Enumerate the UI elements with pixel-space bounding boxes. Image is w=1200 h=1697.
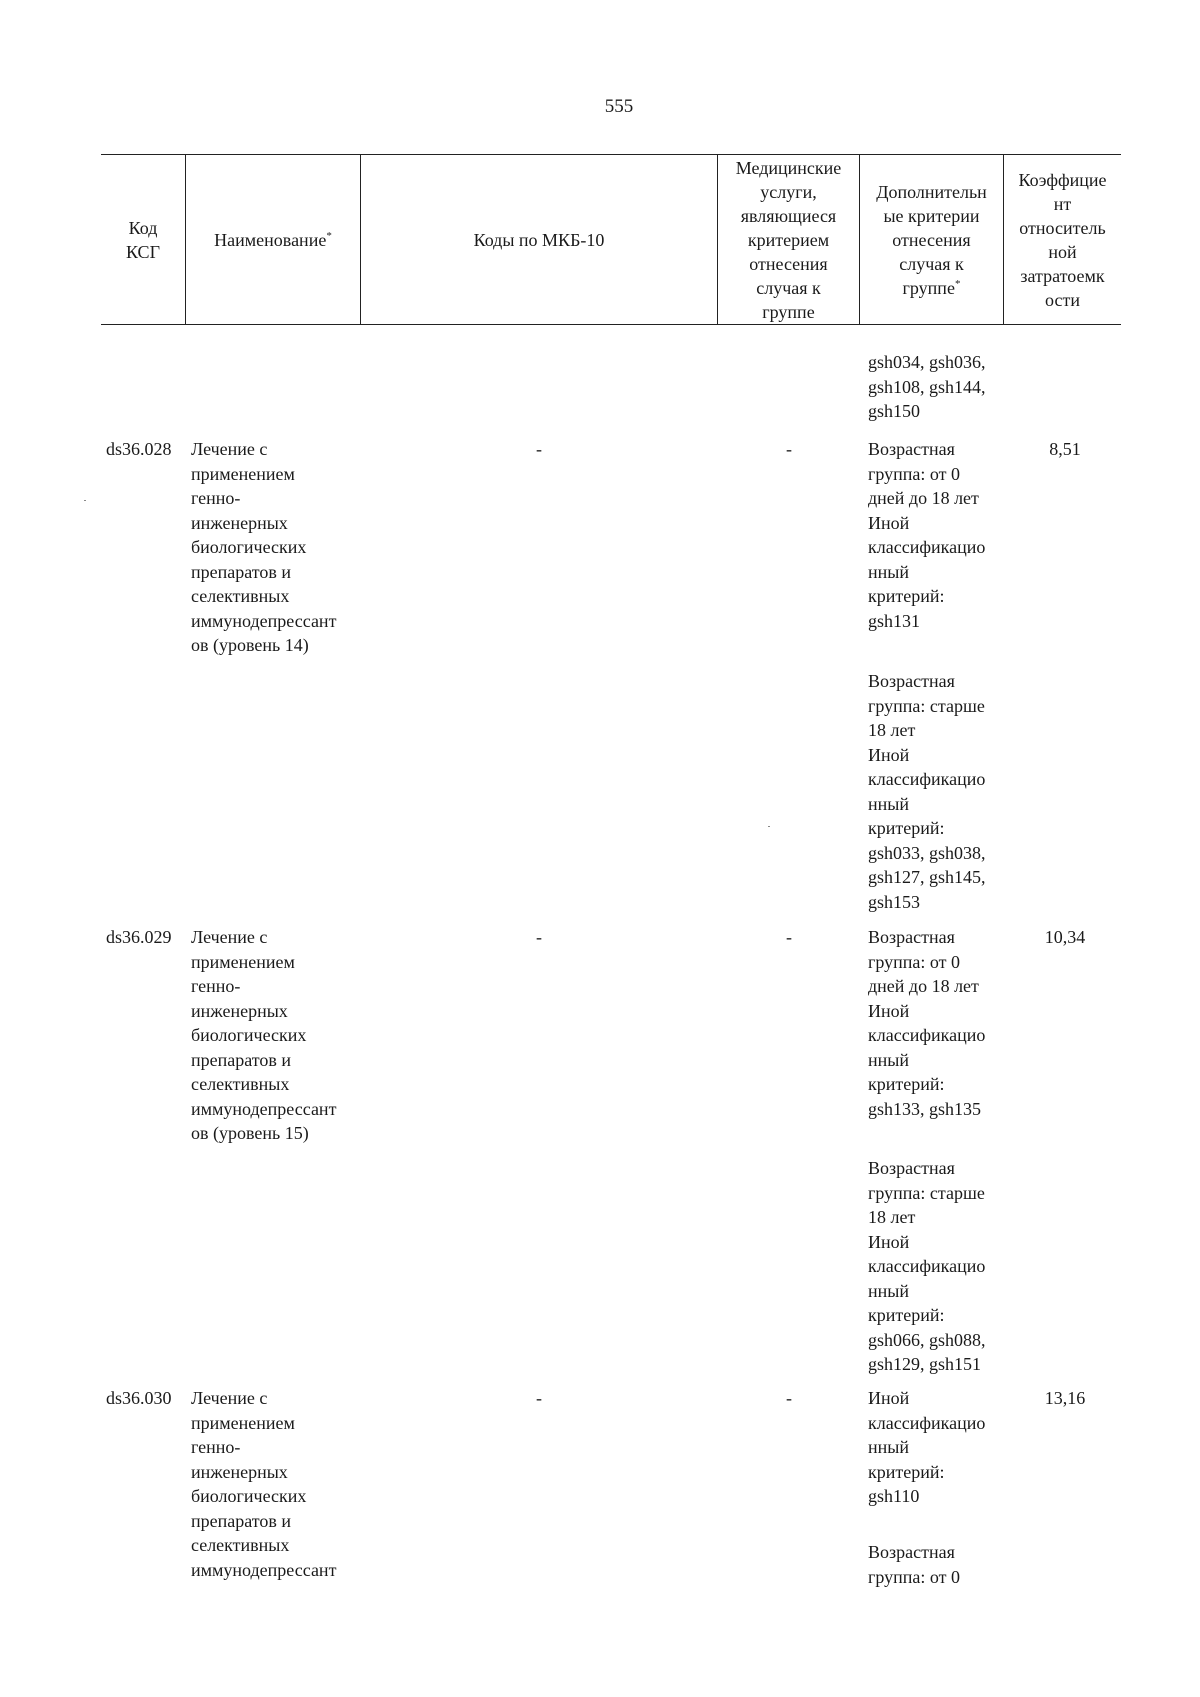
header-code: Код КСГ (126, 217, 160, 262)
row-criteria: Возрастная группа: старше 18 лет Иной классификацио нный критерий: gsh033, gsh038, gsh127, gsh145, gsh153 (868, 671, 986, 912)
header-coefficient: Коэффицие нт относитель ной затратоемк ости (1018, 169, 1107, 310)
row-criteria: Возрастная группа: от 0 дней до 18 лет Иной классификацио нный критерий: gsh133, gsh135 (868, 927, 986, 1119)
row-services: - (786, 1388, 792, 1408)
row-criteria: Возрастная группа: старше 18 лет Иной классификацио нный критерий: gsh066, gsh088, gsh129, gsh151 (868, 1158, 986, 1374)
row-name: Лечение с применением генно- инженерных биологических препаратов и селективных иммунодепрессант ов (уровень 14) (191, 439, 337, 655)
row-criteria: Иной классификацио нный критерий: gsh110 (868, 1388, 986, 1506)
row-criteria: Возрастная группа: от 0 дней до 18 лет Иной классификацио нный критерий: gsh131 (868, 439, 986, 631)
row-name: Лечение с применением генно- инженерных биологических препаратов и селективных иммунодепрессант (191, 1388, 337, 1580)
footnote-mark: * (326, 229, 332, 242)
row-criteria: Возрастная группа: от 0 (868, 1542, 961, 1587)
row-coefficient: 13,16 (1044, 1388, 1086, 1408)
header-icd10: Коды по МКБ-10 (473, 229, 605, 250)
row-icd-codes: - (536, 927, 542, 947)
scan-speck (768, 826, 770, 827)
row-name: Лечение с применением генно- инженерных биологических препаратов и селективных иммунодепрессант ов (уровень 15) (191, 927, 337, 1143)
header-additional-criteria: Дополнительн ые критерии отнесения случая к группе* (876, 181, 987, 298)
table-header (101, 154, 1121, 325)
row-services: - (786, 439, 792, 459)
continued-criteria: gsh034, gsh036, gsh108, gsh144, gsh150 (868, 352, 986, 421)
row-code: ds36.028 (106, 439, 172, 459)
row-icd-codes: - (536, 1388, 542, 1408)
page-number: 555 (604, 96, 634, 117)
row-icd-codes: - (536, 439, 542, 459)
row-code: ds36.030 (106, 1388, 172, 1408)
header-services: Медицинские услуги, являющиеся критерием отнесения случая к группе (735, 157, 842, 322)
row-coefficient: 10,34 (1044, 927, 1086, 947)
row-code: ds36.029 (106, 927, 172, 947)
row-coefficient: 8,51 (1049, 439, 1081, 459)
header-name: Наименование* (214, 229, 332, 250)
footnote-mark: * (954, 277, 961, 290)
row-services: - (786, 927, 792, 947)
scan-speck (84, 500, 86, 501)
